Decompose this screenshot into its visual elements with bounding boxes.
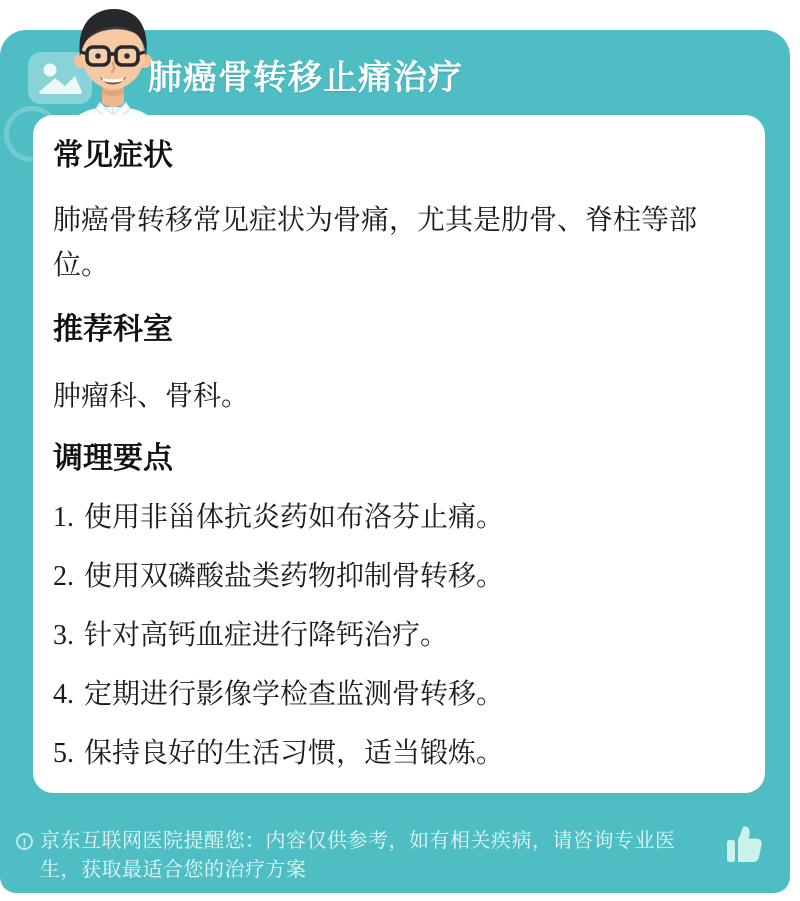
section-heading-departments: 推荐科室 <box>53 313 173 346</box>
list-item-number: 2. <box>53 561 74 592</box>
list-item-text: 定期进行影像学检查监测骨转移。 <box>84 678 505 709</box>
list-item-text: 使用双磷酸盐类药物抑制骨转移。 <box>84 560 505 591</box>
list-item-text: 使用非甾体抗炎药如布洛芬止痛。 <box>84 501 505 532</box>
content-card <box>33 115 765 793</box>
list-item-text: 保持良好的生活习惯，适当锻炼。 <box>84 737 505 768</box>
symptoms-text: 肺癌骨转移常见症状为骨痛，尤其是肋骨、脊柱等部位。 <box>53 204 698 280</box>
list-item <box>53 553 745 599</box>
care-list <box>53 494 745 776</box>
list-item <box>53 612 745 658</box>
list-item-number: 4. <box>53 679 74 710</box>
thumbs-up-icon[interactable] <box>726 825 764 865</box>
info-icon: ! <box>16 833 33 850</box>
list-item-number: 1. <box>53 502 74 533</box>
section-heading-care: 调理要点 <box>53 442 173 475</box>
list-item <box>53 494 745 540</box>
list-item-number: 3. <box>53 620 74 651</box>
list-item-text: 针对高钙血症进行降钙治疗。 <box>84 619 449 650</box>
chat-bubble <box>0 30 790 893</box>
disclaimer-text: 京东互联网医院提醒您：内容仅供参考，如有相关疾病，请咨询专业医生，获取最适合您的治疗方案 <box>40 830 676 881</box>
departments-text: 肿瘤科、骨科。 <box>53 380 250 411</box>
page-title: 肺癌骨转移止痛治疗 <box>148 59 463 97</box>
disclaimer-footer <box>16 827 716 885</box>
list-item-number: 5. <box>53 738 74 769</box>
list-item <box>53 730 745 776</box>
list-item <box>53 671 745 717</box>
section-heading-symptoms: 常见症状 <box>53 139 173 172</box>
